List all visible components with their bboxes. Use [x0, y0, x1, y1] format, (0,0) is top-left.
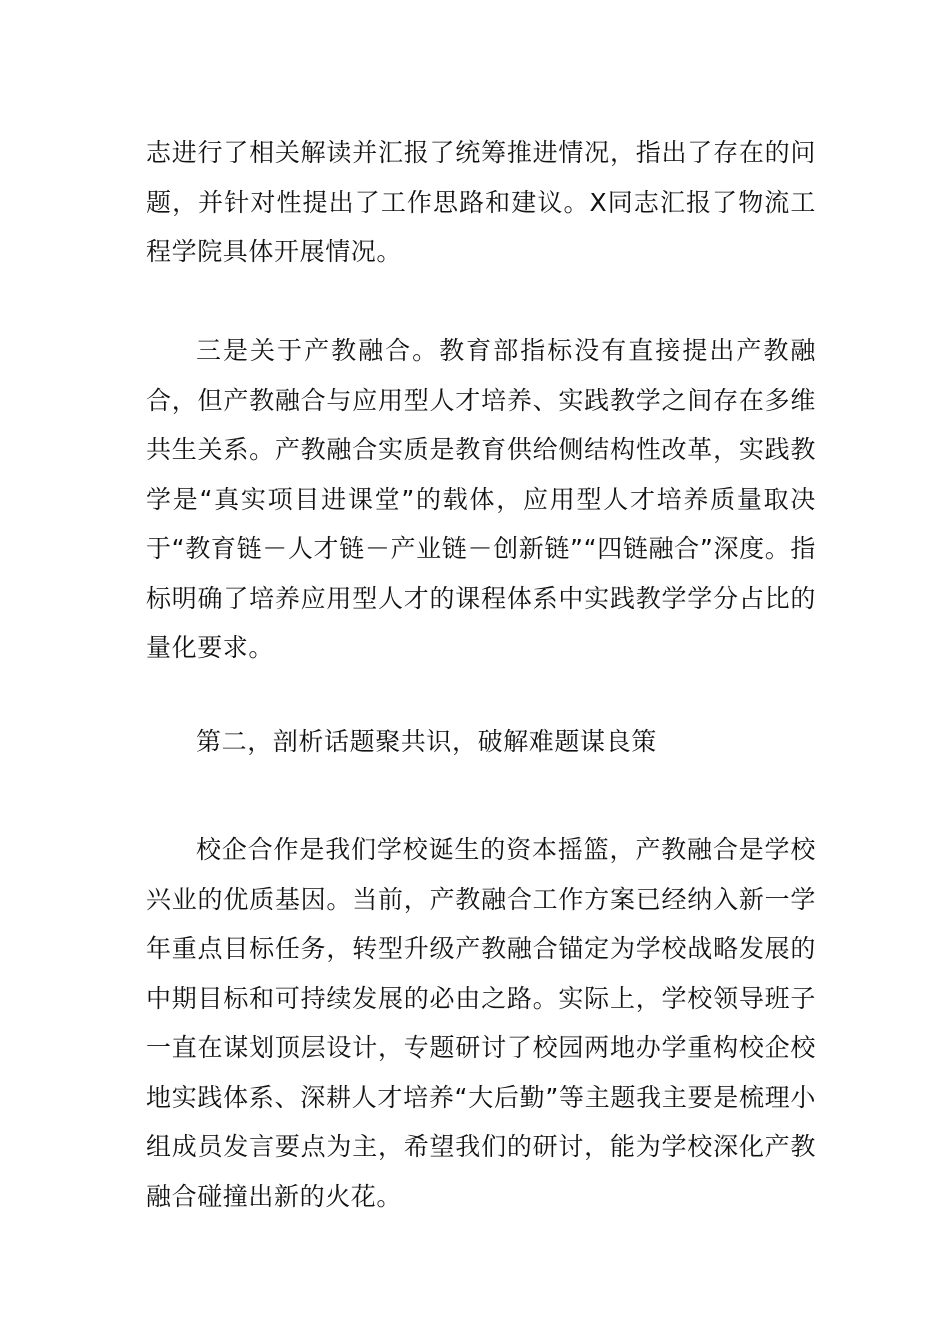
section-heading-second: 第二，剖析话题聚共识，破解难题谋良策	[196, 727, 657, 756]
paragraph-industry-education-integration: 三是关于产教融合。教育部指标没有直接提出产教融合，但产教融合与应用型人才培养、实践教学之间存在多维共生关系。产教融合实质是教育供给侧结构性改革，实践教学是“真实项目进课堂”的载体，应用型人才培养质量取决于“教育链－人才链－产业链－创新链”“四链融合”深度。指标明确了培养应用型人才的课程体系中实践教学学分占比的量化要求。	[146, 336, 816, 662]
paragraph-school-enterprise-cooperation: 校企合作是我们学校诞生的资本摇篮，产教融合是学校兴业的优质基因。当前，产教融合工作方案已经纳入新一学年重点目标任务，转型升级产教融合锚定为学校战略发展的中期目标和可持续发展的必由之路。实际上，学校领导班子一直在谋划顶层设计，专题研讨了校园两地办学重构校企校地实践体系、深耕人才培养“大后勤”等主题我主要是梳理小组成员发言要点为主，希望我们的研讨，能为学校深化产教融合碰撞出新的火花。	[146, 835, 816, 1211]
paragraph-continuation: 志进行了相关解读并汇报了统筹推进情况，指出了存在的问题，并针对性提出了工作思路和建议。X同志汇报了物流工程学院具体开展情况。	[146, 138, 816, 266]
